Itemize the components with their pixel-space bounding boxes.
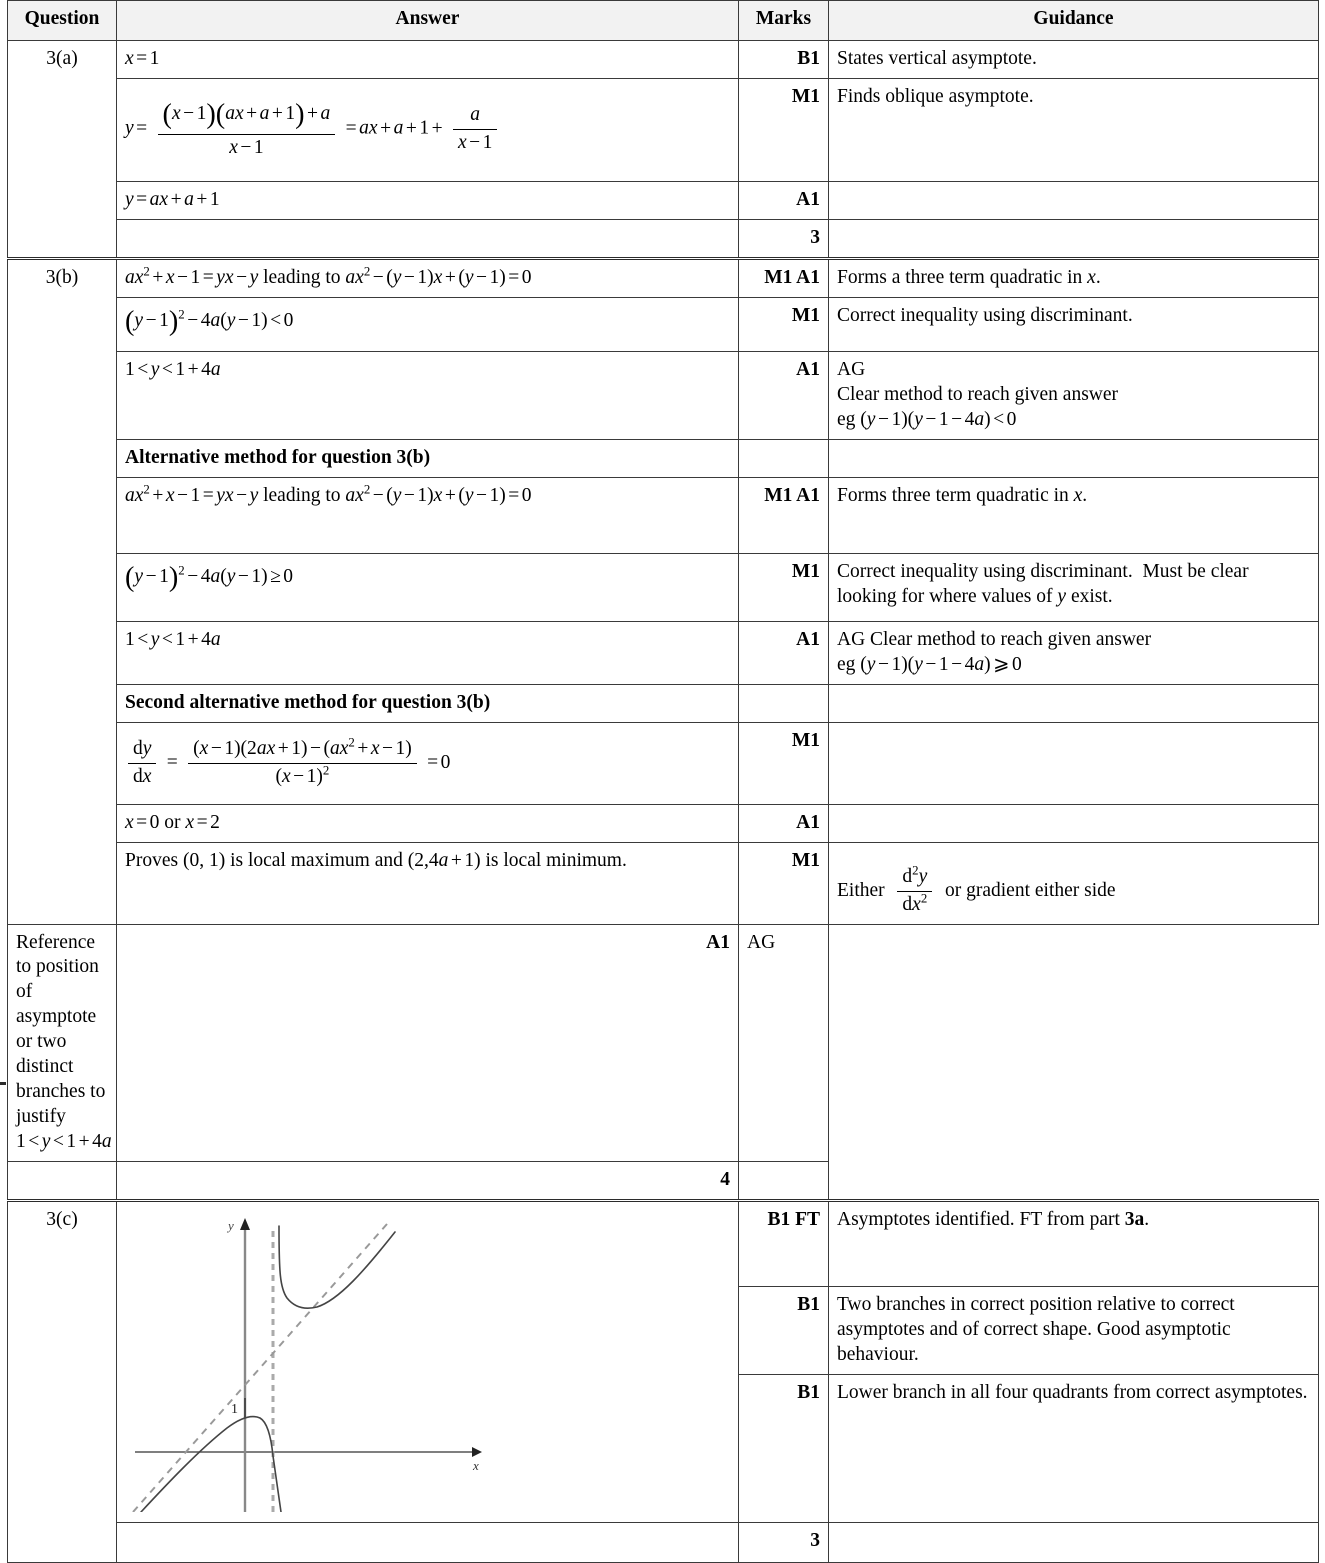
question-label-3b: 3(b) [8,259,117,925]
marks-cell: B1 [739,1375,829,1523]
guidance-cell: Finds oblique asymptote. [829,78,1319,181]
table-row-total [8,1523,1319,1563]
guidance-cell: Lower branch in all four quadrants from correct asymptotes. [829,1375,1319,1523]
math-forms-quadratic: $ax^2 + x - 1$ = yx − y leading to $ax^2 - (y - 1)x + (y - 1) = 0$ [125,264,532,288]
guidance-cell-empty [829,804,1319,842]
column-header-guidance: Guidance [829,1,1319,41]
answer-cell [117,78,739,181]
upper-branch-curve [279,1226,395,1308]
answer-cell [117,259,739,298]
text-reference-to-asymptote: Reference to position of asymptote or two distinct branches to justify [16,931,106,1128]
table-header [8,1,1319,41]
oblique-asymptote-dashed [133,1224,387,1512]
marks-cell: M1 [739,722,829,804]
marks-cell: A1 [739,621,829,684]
math-discriminant-inequality-lt: $(y - 1)^2 - 4a(y - 1) < 0$ [125,305,294,337]
table-row [8,477,1319,553]
table-row [8,621,1319,684]
guidance-line-eg: eg (y − 1)(y − 1 − 4a) < 0 [837,408,1017,430]
guidance-cell: Correct inequality using discriminant. Must be clear looking for where values of y exist. [829,553,1319,621]
alt-method-heading [117,439,739,477]
table-row-subheading [8,439,1319,477]
table-row [8,41,1319,79]
math-range-of-y: 1 < y < 1 + 4a [125,358,221,380]
math-forms-quadratic-alt: $ax^2 + x - 1$ = yx − y leading to $ax^2 - (y - 1)x + (y - 1) = 0$ [125,482,532,506]
guidance-cell [829,351,1319,439]
math-range-of-y-final: 1 < y < 1 + 4a [16,1131,112,1153]
alt2-method-heading [117,684,739,722]
marks-cell: B1 [739,41,829,79]
answer-cell-empty [8,1162,117,1201]
answer-cell [117,804,739,842]
column-header-question: Question [8,1,117,41]
guidance-line-eg: eg (y − 1)(y − 1 − 4a) ⩾ 0 [837,653,1022,675]
math-range-of-y-alt: 1 < y < 1 + 4a [125,628,221,650]
marks-cell: M1 [739,78,829,181]
answer-cell [117,297,739,351]
sketch-graph-svg [127,1212,727,1512]
lower-branch-curve [141,1417,281,1512]
table-row [8,78,1319,181]
table-row [8,259,1319,298]
table-row [8,553,1319,621]
guidance-cell [829,182,1319,220]
table-row [8,924,1319,1162]
table-row-total [8,1162,1319,1201]
x-axis-arrow [472,1447,482,1457]
guidance-cell: Correct inequality using discriminant. [829,297,1319,351]
question-label-3a: 3(a) [8,41,117,259]
guidance-cell-empty [829,722,1319,804]
answer-cell [8,924,117,1162]
guidance-cell: Forms a three term quadratic in x. [829,259,1319,298]
answer-cell [117,842,739,924]
guidance-cell: Two branches in correct position relative to correct asymptotes and of correct shape. Good asymptotic behaviour. [829,1287,1319,1375]
column-header-marks: Marks [739,1,829,41]
answer-cell [117,722,739,804]
marks-cell: B1 [739,1287,829,1375]
mark-scheme-table [7,0,1319,1563]
guidance-cell [829,842,1319,924]
marks-cell: A1 [739,182,829,220]
guidance-cell-empty [829,439,1319,477]
table-row-subheading [8,684,1319,722]
marks-cell: A1 [739,804,829,842]
table-row [8,722,1319,804]
table-row [8,1201,1319,1287]
marks-total-3a: 3 [739,220,829,259]
guidance-line-method: Clear method to reach given answer [837,383,1119,405]
table-row [8,804,1319,842]
page-edge-mark [0,1082,6,1085]
guidance-cell-empty [739,1162,829,1201]
text-proves-local-extrema: Proves (0, 1) is local maximum and (2,4a + 1) is local minimum. [125,849,627,871]
table-row-total [8,220,1319,259]
marks-cell: M1 A1 [739,259,829,298]
y-axis-arrow [240,1218,250,1230]
table-row [8,182,1319,220]
guidance-cell: AG [739,924,829,1162]
guidance-cell-empty [829,220,1319,259]
question-label-3c: 3(c) [8,1201,117,1563]
answer-cell-empty [117,220,739,259]
answer-cell [117,621,739,684]
math-stationary-x-values: x = 0 or x = 2 [125,811,220,833]
math-derivative-equals-zero: $\frac{dy}{dx}$ = $\frac{(x - 1)(2ax + 1) - (ax^2 + x - 1)}{(x - 1)^2}$ = 0 [125,729,730,798]
answer-cell [117,182,739,220]
guidance-cell-empty [829,684,1319,722]
alt2-method-heading-text: Second alternative method for question 3(b) [125,691,491,713]
marks-total-3b: 4 [117,1162,739,1201]
guidance-cell: States vertical asymptote. [829,41,1319,79]
marks-cell-empty [739,684,829,722]
table-row [8,842,1319,924]
math-oblique-asymptote-derivation: y = $\frac{(x - 1)(ax + a + 1) + a}{x - 1}$ = ax + a + 1 + $\frac{a}{x - 1}$ [125,85,730,175]
guidance-line-ag: AG [837,358,866,380]
answer-cell [117,41,739,79]
table-row [8,351,1319,439]
column-header-answer: Answer [117,1,739,41]
math-discriminant-inequality-ge: $(y - 1)^2 - 4a(y - 1) \ge 0$ [125,561,294,593]
marks-cell-empty [739,439,829,477]
sketch-graph-figure [127,1212,727,1512]
answer-cell [117,351,739,439]
guidance-cell: Forms three term quadratic in x. [829,477,1319,553]
guidance-cell-empty [829,1523,1319,1563]
answer-cell-graph [117,1201,739,1523]
y-intercept-label: 1 [231,1402,238,1418]
guidance-line-ag-method: AG Clear method to reach given answer [837,628,1152,650]
marks-cell: A1 [739,351,829,439]
answer-cell [117,553,739,621]
guidance-cell [829,621,1319,684]
marks-cell: M1 [739,842,829,924]
marks-cell: M1 [739,553,829,621]
marks-total-3c: 3 [739,1523,829,1563]
alt-method-heading-text: Alternative method for question 3(b) [125,446,431,468]
marks-cell: A1 [117,924,739,1162]
math-x-equals-1: x = 1 [125,48,160,69]
math-y-equals-ax-plus-a-plus-1: y = ax + a + 1 [125,189,220,211]
marks-cell: B1 FT [739,1201,829,1287]
marks-cell: M1 [739,297,829,351]
marks-cell: M1 A1 [739,477,829,553]
answer-cell-empty [117,1523,739,1563]
guidance-asymptotes-identified: Asymptotes identified. FT from part 3a. [837,1209,1150,1231]
table-row [8,297,1319,351]
guidance-cell [829,1201,1319,1287]
answer-cell [117,477,739,553]
y-axis-label: y [228,1218,234,1234]
x-axis-label: x [473,1458,479,1474]
guidance-either-second-derivative: Either $\frac{d^2y}{dx^2}$ or gradient either side [837,880,1116,901]
